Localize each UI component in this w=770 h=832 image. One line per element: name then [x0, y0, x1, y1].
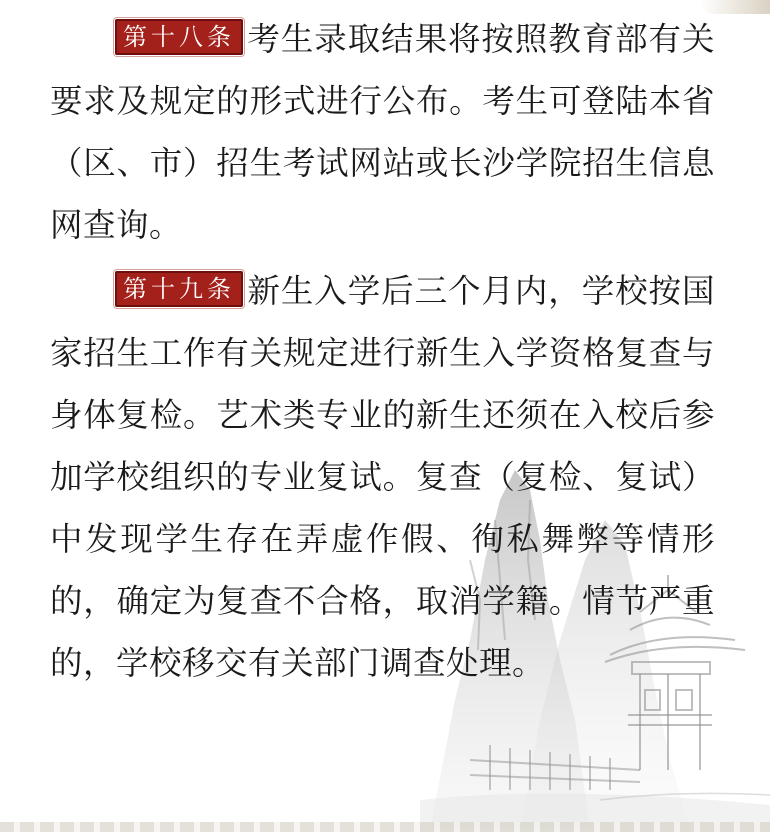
article-19-tag: 第十九条 — [115, 271, 243, 307]
article-content — [50, 8, 715, 698]
article-18-paragraph — [50, 8, 715, 256]
article-18-tag: 第十八条 — [115, 19, 243, 55]
article-19-paragraph — [50, 260, 715, 694]
decorative-strip — [0, 822, 770, 832]
article-19-body: 新生入学后三个月内，学校按国家招生工作有关规定进行新生入学资格复查与身体复检。艺术类专业的新生还须在入校后参加学校组织的专业复试。复查（复检、复试）中发现学生存在弄虚作假、徇私舞弊等情形的，确定为复查不合格，取消学籍。情节严重的，学校移交有关部门调查处理。 — [50, 272, 715, 682]
article-18-body: 考生录取结果将按照教育部有关要求及规定的形式进行公布。考生可登陆本省（区、市）招生考试网站或长沙学院招生信息网查询。 — [50, 20, 715, 244]
